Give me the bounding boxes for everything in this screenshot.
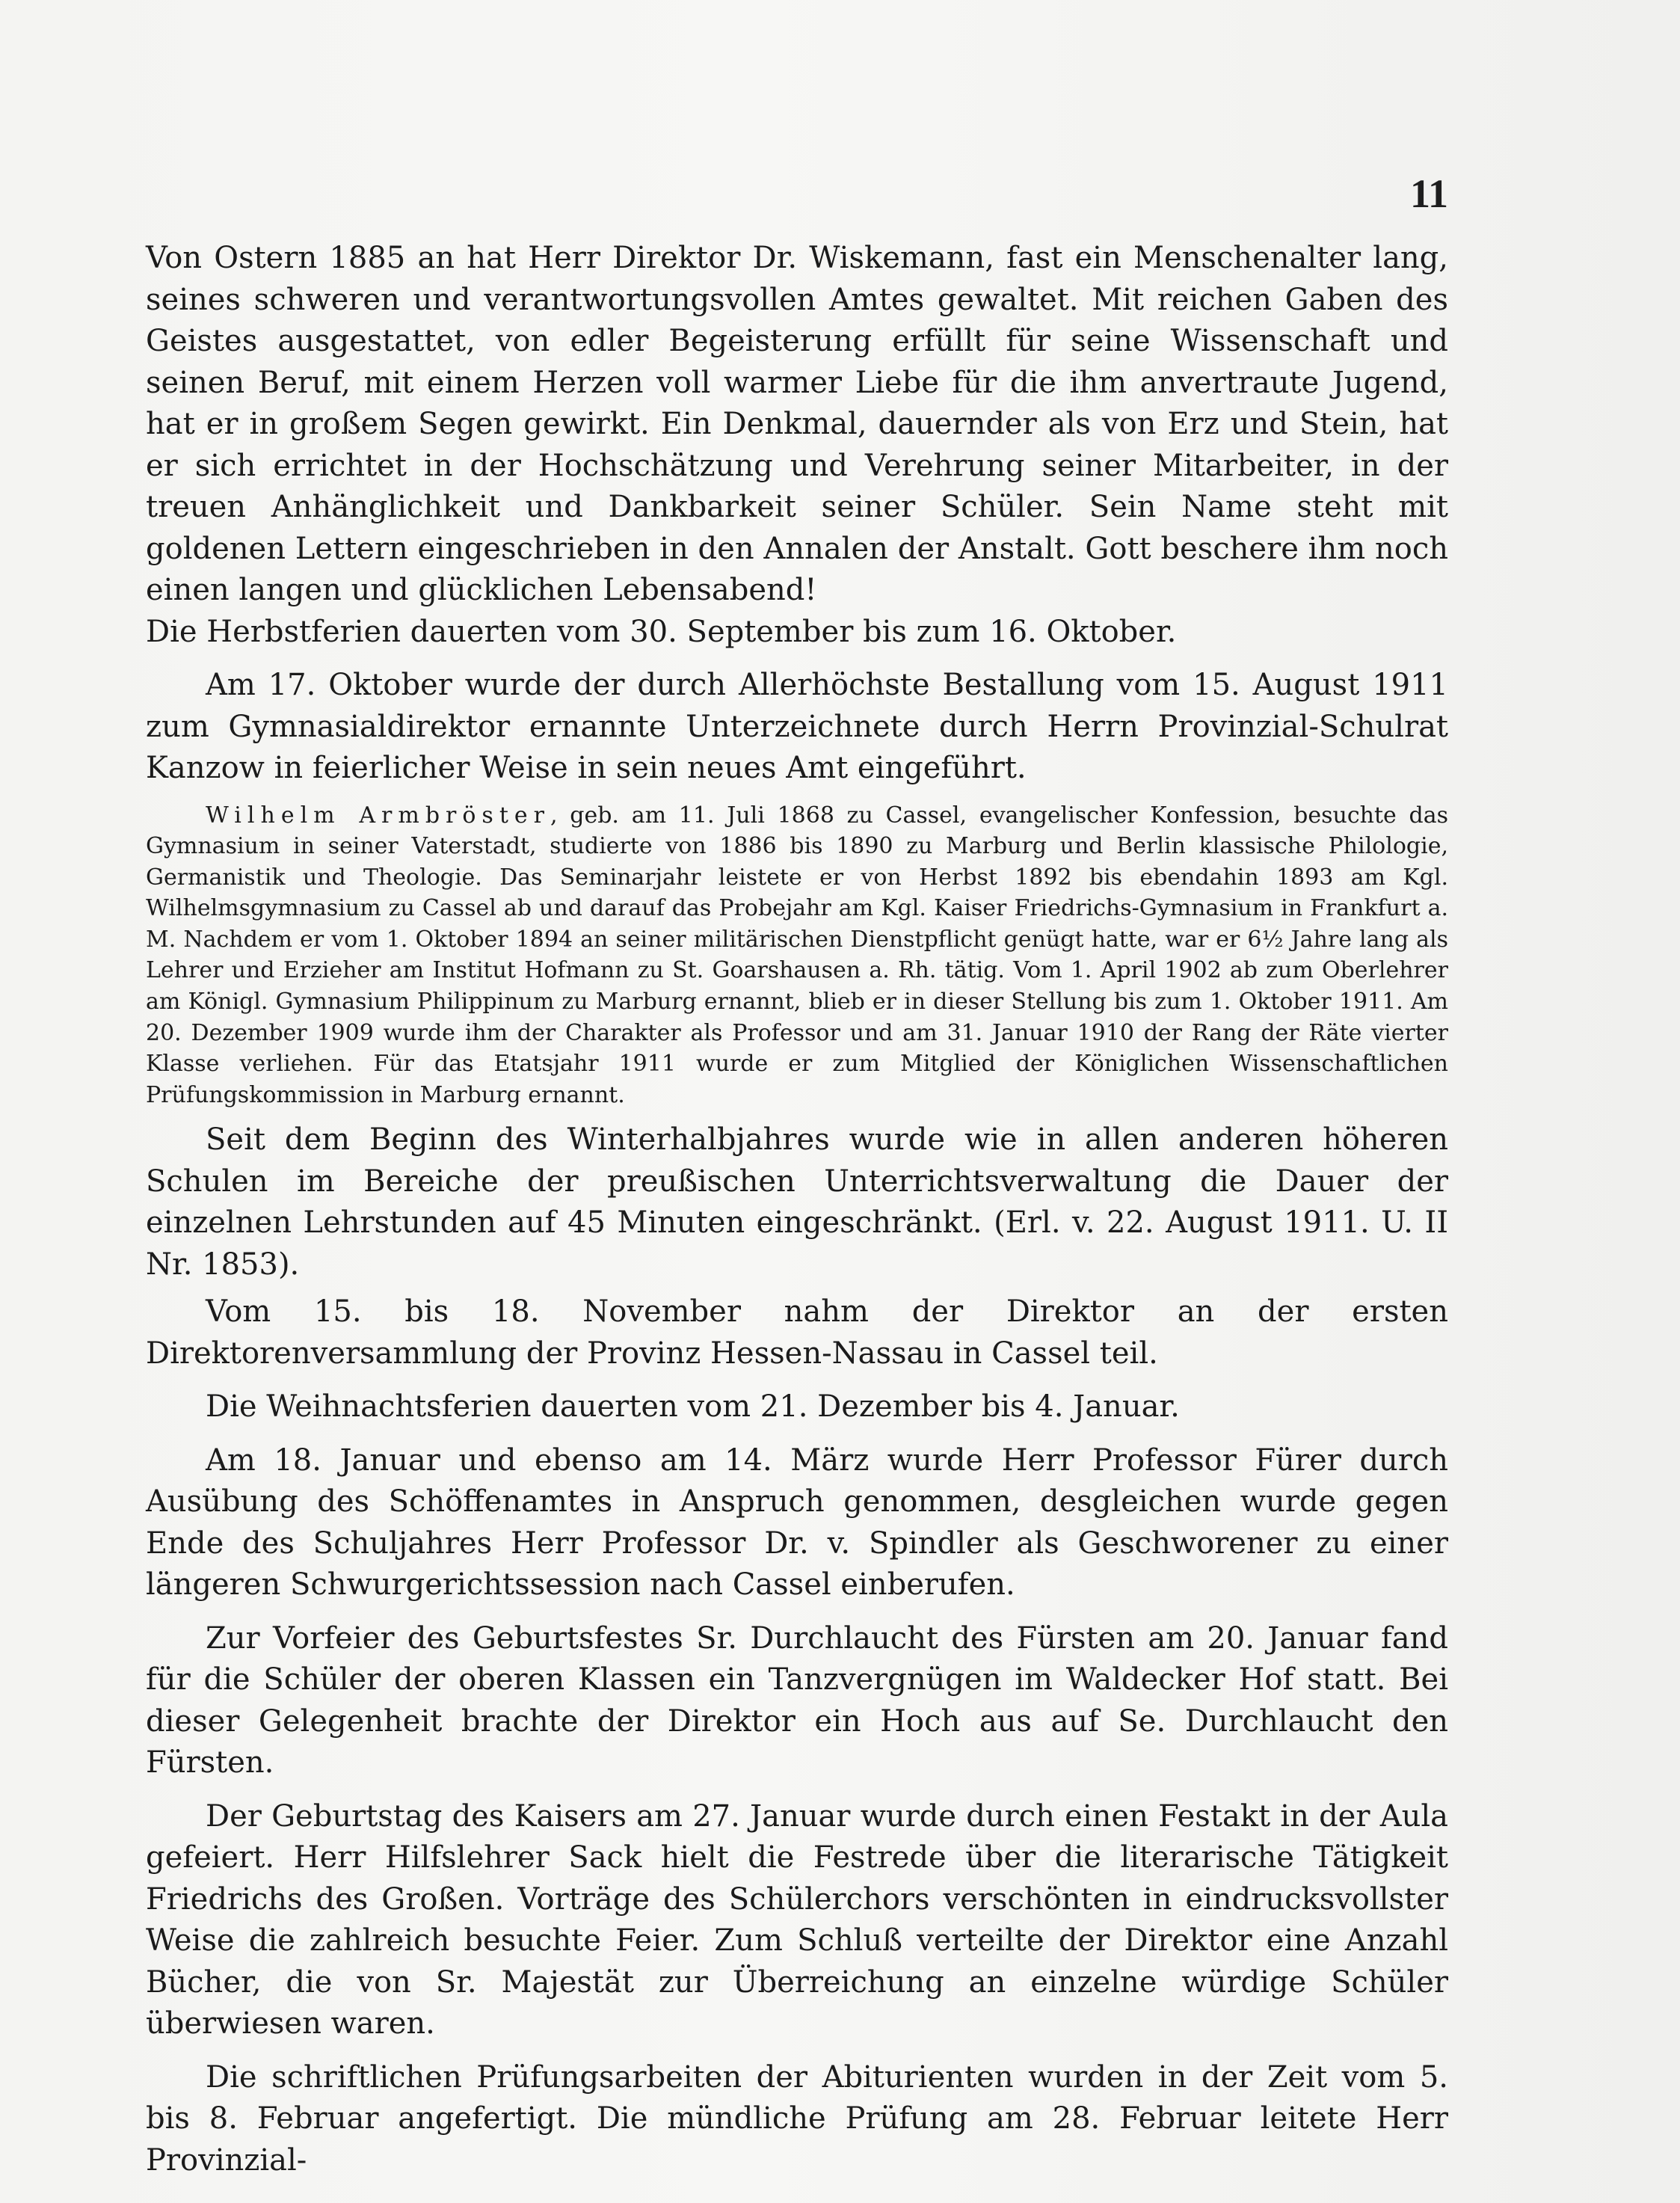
- paragraph-direktorenversammlung: Vom 15. bis 18. November nahm der Direktor an der ersten Direktorenversammlung der Provinz Hessen-Nassau in Cassel teil.: [146, 1294, 1448, 1371]
- paragraph-vorfeier: Zur Vorfeier des Geburtsfestes Sr. Durchlaucht des Fürsten am 20. Januar fand für die Schüler der oberen Klassen ein Tanzvergnügen im Waldecker Hof statt. Bei dieser Gelegenheit brachte der Direktor ein Hoch aus auf Se. Durchlaucht den Fürsten.: [146, 1620, 1448, 1780]
- biography-note: [146, 800, 1448, 1111]
- paragraph-pruefung: Die schriftlichen Prüfungsarbeiten der Abiturienten wurden in der Zeit vom 5. bis 8. Februar angefertigt. Die mündliche Prüfung am 28. Februar leitete Herr Provinzial-: [146, 2059, 1448, 2178]
- paragraph-schoeffenamt: Am 18. Januar und ebenso am 14. März wurde Herr Professor Fürer durch Ausübung des Schöffenamtes in Anspruch genommen, desgleichen wurde gegen Ende des Schuljahres Herr Professor Dr. v. Spindler als Geschworener zu einer längeren Schwurgerichtssession nach Cassel einberufen.: [146, 1442, 1448, 1603]
- paragraph-herbstferien: Die Herbstferien dauerten vom 30. September bis zum 16. Oktober.: [146, 614, 1177, 649]
- biography-name: Wilhelm Armbröster: [206, 802, 550, 829]
- paragraph-amtseinfuehrung: Am 17. Oktober wurde der durch Allerhöchste Bestallung vom 15. August 1911 zum Gymnasialdirektor ernannte Unterzeichnete durch Herrn Provinzial-Schulrat Kanzow in feierlicher Weise in sein neues Amt eingeführt.: [146, 668, 1448, 785]
- paragraph-wiskemann: Von Ostern 1885 an hat Herr Direktor Dr. Wiskemann, fast ein Menschenalter lang, seines schweren und verantwortungsvollen Amtes gewaltet. Mit reichen Gaben des Geistes ausgestattet, von edler Begeisterung erfüllt für seine Wissenschaft und seinen Beruf, mit einem Herzen voll warmer Liebe für die ihm anvertraute Jugend, hat er in großem Segen gewirkt. Ein Denkmal, dauernder als von Erz und Stein, hat er sich errichtet in der Hochschätzung und Verehrung seiner Mitarbeiter, in der treuen Anhänglichkeit und Dankbarkeit seiner Schüler. Sein Name steht mit goldenen Lettern eingeschrieben in den Annalen der Anstalt. Gott beschere ihm noch einen langen und glücklichen Lebensabend!: [146, 241, 1448, 607]
- body-text: [146, 238, 1448, 2181]
- page-number: 11: [1409, 171, 1448, 216]
- paragraph-kaisergeburtstag: Der Geburtstag des Kaisers am 27. Januar wurde durch einen Festakt in der Aula gefeiert. Herr Hilfslehrer Sack hielt die Festrede über die literarische Tätigkeit Friedrichs des Großen. Vorträge des Schülerchors verschönten in eindrucksvollster Weise die zahlreich besuchte Feier. Zum Schluß verteilte der Direktor eine Anzahl Bücher, die von Sr. Majestät zur Überreichung an einzelne würdige Schüler überwiesen waren.: [146, 1798, 1448, 2041]
- paragraph-lehrstunden: Seit dem Beginn des Winterhalbjahres wurde wie in allen anderen höheren Schulen im Bereiche der preußischen Unterrichtsverwaltung die Dauer der einzelnen Lehrstunden auf 45 Minuten eingeschränkt. (Erl. v. 22. August 1911. U. II Nr. 1853).: [146, 1122, 1448, 1282]
- biography-text: , geb. am 11. Juli 1868 zu Cassel, evangelischer Konfession, besuchte das Gymnasium in seiner Vaterstadt, studierte von 1886 bis 1890 zu Marburg und Berlin klassische Philologie, Germanistik und Theologie. Das Seminarjahr leistete er von Herbst 1892 bis ebendahin 1893 am Kgl. Wilhelmsgymnasium zu Cassel ab und darauf das Probejahr am Kgl. Kaiser Friedrichs-Gymnasium in Frankfurt a. M. Nachdem er vom 1. Oktober 1894 an seiner militärischen Dienstpflicht genügt hatte, war er 6½ Jahre lang als Lehrer und Erzieher am Institut Hofmann zu St. Goarshausen a. Rh. tätig. Vom 1. April 1902 ab zum Oberlehrer am Königl. Gymnasium Philippinum zu Marburg ernannt, blieb er in dieser Stellung bis zum 1. Oktober 1911. Am 20. Dezember 1909 wurde ihm der Charakter als Professor und am 31. Januar 1910 der Rang der Räte vierter Klasse verliehen. Für das Etatsjahr 1911 wurde er zum Mitglied der Königlichen Wissenschaftlichen Prüfungskommission in Marburg ernannt.: [146, 802, 1448, 1108]
- paragraph-weihnachtsferien: Die Weihnachtsferien dauerten vom 21. Dezember bis 4. Januar.: [206, 1389, 1180, 1425]
